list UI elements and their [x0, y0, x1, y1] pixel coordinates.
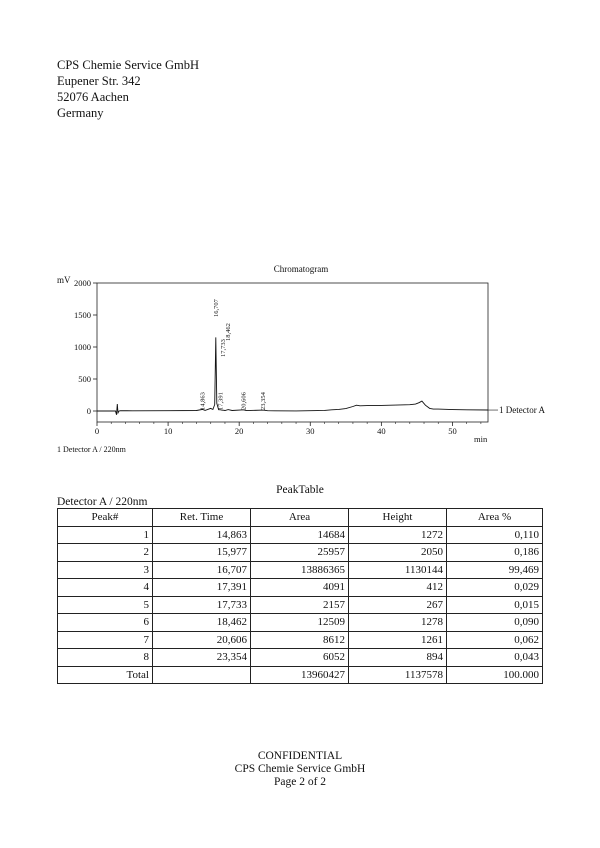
table-row: [58, 596, 543, 614]
table-cell: 13886365: [251, 561, 349, 579]
table-cell: 267: [349, 596, 447, 614]
table-cell: 1: [58, 526, 153, 544]
table-cell: 1130144: [349, 561, 447, 579]
table-cell: 4091: [251, 579, 349, 597]
table-cell: 13960427: [251, 666, 349, 684]
table-cell: 14684: [251, 526, 349, 544]
peak-label: 16,707: [212, 299, 220, 317]
peak-label: 17,391: [217, 392, 225, 410]
col-area: Area: [251, 509, 349, 527]
table-row: [58, 544, 543, 562]
table-row: [58, 649, 543, 667]
table-cell: 15,977: [153, 544, 251, 562]
page-footer: [0, 750, 600, 789]
x-tick-label: 50: [448, 426, 457, 436]
peak-table: [57, 508, 543, 684]
y-axis-ticks: [74, 278, 97, 416]
table-cell: 5: [58, 596, 153, 614]
x-axis-label: min: [474, 434, 488, 444]
table-cell: 0,110: [447, 526, 543, 544]
table-total-row: [58, 666, 543, 684]
company-address: [57, 57, 199, 121]
y-axis-label: mV: [57, 275, 71, 285]
table-cell: 0,186: [447, 544, 543, 562]
company-city: 52076 Aachen: [57, 90, 129, 104]
detector-footnote: 1 Detector A / 220nm: [57, 445, 126, 454]
table-row: [58, 631, 543, 649]
table-cell: 0,090: [447, 614, 543, 632]
table-cell: 17,391: [153, 579, 251, 597]
peak-table-title: PeakTable: [276, 484, 324, 496]
table-cell: 6: [58, 614, 153, 632]
chart-title: Chromatogram: [273, 264, 329, 274]
peak-label: 20,606: [240, 392, 248, 410]
peak-label: 14,863: [199, 392, 207, 410]
x-tick-label: 30: [306, 426, 315, 436]
table-cell: 14,863: [153, 526, 251, 544]
x-tick-label: 40: [377, 426, 386, 436]
table-cell: 16,707: [153, 561, 251, 579]
table-cell: 2157: [251, 596, 349, 614]
table-cell: 1272: [349, 526, 447, 544]
col-area-pct: Area %: [447, 509, 543, 527]
table-cell: 6052: [251, 649, 349, 667]
table-cell: 2: [58, 544, 153, 562]
col-ret-time: Ret. Time: [153, 509, 251, 527]
y-tick-label: 2000: [74, 278, 91, 288]
table-row: [58, 614, 543, 632]
table-cell: 8612: [251, 631, 349, 649]
table-cell: 894: [349, 649, 447, 667]
y-tick-label: 1500: [74, 310, 91, 320]
table-cell: 20,606: [153, 631, 251, 649]
chromatogram-trace: [97, 337, 488, 414]
table-cell: 8: [58, 649, 153, 667]
peak-label: 17,733: [220, 339, 228, 357]
table-cell: 0,015: [447, 596, 543, 614]
peak-label: 18,462: [225, 323, 233, 341]
table-cell: 100.000: [447, 666, 543, 684]
footer-company: CPS Chemie Service GmbH: [234, 763, 366, 775]
table-cell: 4: [58, 579, 153, 597]
table-cell: 23,354: [153, 649, 251, 667]
peak-table-header: [58, 509, 543, 527]
table-cell: 1278: [349, 614, 447, 632]
company-country: Germany: [57, 106, 104, 120]
confidential-label: CONFIDENTIAL: [257, 750, 343, 762]
table-cell: 25957: [251, 544, 349, 562]
peak-label: 23,354: [260, 392, 268, 410]
table-cell: 3: [58, 561, 153, 579]
table-cell: 18,462: [153, 614, 251, 632]
col-peak: Peak#: [58, 509, 153, 527]
table-row: [58, 561, 543, 579]
company-name: CPS Chemie Service GmbH: [57, 58, 200, 72]
peak-table-detector: Detector A / 220nm: [57, 496, 148, 508]
table-cell: 0,062: [447, 631, 543, 649]
x-axis-ticks: [95, 422, 481, 436]
peak-labels: [200, 298, 267, 410]
table-cell: 17,733: [153, 596, 251, 614]
table-cell: 12509: [251, 614, 349, 632]
table-cell: 99,469: [447, 561, 543, 579]
table-cell: 2050: [349, 544, 447, 562]
table-cell: 0,043: [447, 649, 543, 667]
table-cell: 1137578: [349, 666, 447, 684]
x-tick-label: 0: [94, 426, 100, 436]
y-tick-label: 0: [86, 406, 91, 416]
company-street: Eupener Str. 342: [57, 74, 141, 88]
table-cell: [153, 666, 251, 684]
y-tick-label: 1000: [74, 342, 91, 352]
y-tick-label: 500: [78, 374, 91, 384]
table-cell: 0,029: [447, 579, 543, 597]
trace-label: 1 Detector A: [499, 405, 545, 416]
x-tick-label: 10: [163, 426, 173, 436]
table-cell: 412: [349, 579, 447, 597]
chromatogram-chart: [0, 255, 600, 460]
x-tick-label: 20: [234, 426, 244, 436]
page-number: Page 2 of 2: [273, 776, 327, 788]
table-cell: Total: [58, 666, 153, 684]
table-row: [58, 579, 543, 597]
table-row: [58, 526, 543, 544]
table-cell: 1261: [349, 631, 447, 649]
col-height: Height: [349, 509, 447, 527]
plot-frame: [97, 283, 488, 422]
table-cell: 7: [58, 631, 153, 649]
